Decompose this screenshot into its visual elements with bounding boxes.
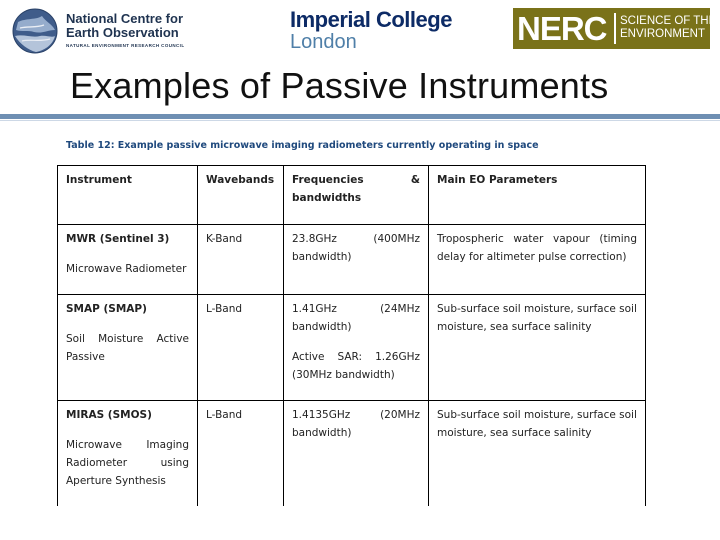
globe-icon bbox=[12, 8, 58, 54]
nerc-tagline bbox=[620, 15, 716, 41]
freq-word: 1.26GHz bbox=[375, 351, 421, 363]
param-line1: Sub-surface soil moisture, surface soil bbox=[437, 409, 637, 421]
header-frequencies bbox=[284, 166, 429, 225]
nceo-name-line2: Earth Observation bbox=[66, 25, 179, 40]
cell-parameters bbox=[429, 401, 646, 507]
header-frequencies-word: Frequencies bbox=[292, 174, 364, 186]
instrument-description-line2: Passive bbox=[66, 351, 105, 363]
param-word: (timing bbox=[599, 233, 637, 245]
instrument-description-line3: Aperture Synthesis bbox=[66, 475, 166, 487]
nceo-logo bbox=[12, 8, 202, 54]
header-logos bbox=[0, 0, 720, 60]
header-frequencies-amp: & bbox=[410, 174, 420, 186]
param-line1: Sub-surface soil moisture, surface soil bbox=[437, 303, 637, 315]
instrument-name: MIRAS (SMOS) bbox=[66, 409, 152, 421]
table-caption: Table 12: Example passive microwave imaging radiometers currently operating in space bbox=[66, 140, 539, 151]
freq-line1 bbox=[292, 300, 420, 318]
nerc-separator bbox=[614, 13, 616, 44]
title-divider bbox=[0, 114, 720, 119]
description-word: using bbox=[160, 457, 189, 469]
freq-word: Active bbox=[292, 351, 325, 363]
table-row bbox=[58, 295, 646, 401]
description-word: Active bbox=[156, 333, 189, 345]
cell-frequencies bbox=[284, 295, 429, 401]
instrument-description-line1 bbox=[66, 330, 189, 348]
freq-bandwidth: (400MHz bbox=[373, 233, 420, 245]
freq-value: 1.41GHz bbox=[292, 303, 337, 315]
cell-waveband: K-Band bbox=[198, 225, 284, 295]
freq-bandwidth: (20MHz bbox=[380, 409, 420, 421]
param-line1 bbox=[437, 230, 637, 248]
nceo-name-line1: National Centre for bbox=[66, 11, 184, 26]
freq-line2: bandwidth) bbox=[292, 321, 352, 333]
param-word: Tropospheric bbox=[437, 233, 504, 245]
cell-parameters bbox=[429, 225, 646, 295]
description-word: Soil bbox=[66, 333, 85, 345]
cell-instrument bbox=[58, 225, 198, 295]
cell-instrument bbox=[58, 295, 198, 401]
nerc-tagline-line1: SCIENCE OF THE bbox=[620, 15, 717, 27]
header-instrument: Instrument bbox=[58, 166, 198, 225]
instrument-description: Microwave Radiometer bbox=[66, 263, 187, 275]
cell-waveband: L-Band bbox=[198, 401, 284, 507]
param-line2: moisture, sea surface salinity bbox=[437, 427, 592, 439]
freq-value: 1.4135GHz bbox=[292, 409, 351, 421]
header-frequencies-line2: bandwidths bbox=[292, 192, 362, 204]
param-line2: delay for altimeter pulse correction) bbox=[437, 251, 627, 263]
cell-frequencies bbox=[284, 225, 429, 295]
param-word: water bbox=[513, 233, 544, 245]
header-frequencies-line1 bbox=[292, 171, 420, 189]
description-word: Radiometer bbox=[66, 457, 128, 469]
header-wavebands: Wavebands bbox=[198, 166, 284, 225]
description-word: Microwave bbox=[66, 439, 122, 451]
freq-line1 bbox=[292, 406, 420, 424]
freq-line2: bandwidth) bbox=[292, 427, 352, 439]
nerc-tagline-line2: ENVIRONMENT bbox=[620, 28, 705, 40]
instrument-description-line2 bbox=[66, 454, 189, 472]
freq-line4: (30MHz bandwidth) bbox=[292, 369, 395, 381]
table-header-row bbox=[58, 166, 646, 225]
instrument-description-line1 bbox=[66, 436, 189, 454]
cell-frequencies bbox=[284, 401, 429, 507]
nceo-subline: NATURAL ENVIRONMENT RESEARCH COUNCIL bbox=[66, 43, 185, 48]
cell-parameters bbox=[429, 295, 646, 401]
freq-bandwidth: (24MHz bbox=[380, 303, 420, 315]
cell-waveband: L-Band bbox=[198, 295, 284, 401]
slide-title: Examples of Passive Instruments bbox=[70, 65, 609, 106]
instruments-table bbox=[57, 165, 646, 506]
imperial-logo bbox=[290, 9, 452, 53]
param-word: vapour bbox=[553, 233, 590, 245]
freq-value: 23.8GHz bbox=[292, 233, 337, 245]
imperial-name-line1: Imperial College bbox=[290, 7, 452, 32]
imperial-name-line2: London bbox=[290, 31, 357, 53]
header-parameters: Main EO Parameters bbox=[429, 166, 646, 225]
nerc-wordmark: NERC bbox=[517, 10, 607, 47]
freq-line1 bbox=[292, 230, 420, 248]
nerc-logo bbox=[513, 8, 717, 49]
table-row bbox=[58, 225, 646, 295]
instrument-name: SMAP (SMAP) bbox=[66, 303, 147, 315]
instrument-name: MWR (Sentinel 3) bbox=[66, 233, 170, 245]
freq-word: SAR: bbox=[337, 351, 363, 363]
freq-line3 bbox=[292, 348, 420, 366]
description-word: Imaging bbox=[146, 439, 189, 451]
table-row bbox=[58, 401, 646, 507]
freq-line2: bandwidth) bbox=[292, 251, 352, 263]
description-word: Moisture bbox=[98, 333, 144, 345]
cell-instrument bbox=[58, 401, 198, 507]
title-divider-shadow bbox=[0, 120, 720, 121]
param-line2: moisture, sea surface salinity bbox=[437, 321, 592, 333]
